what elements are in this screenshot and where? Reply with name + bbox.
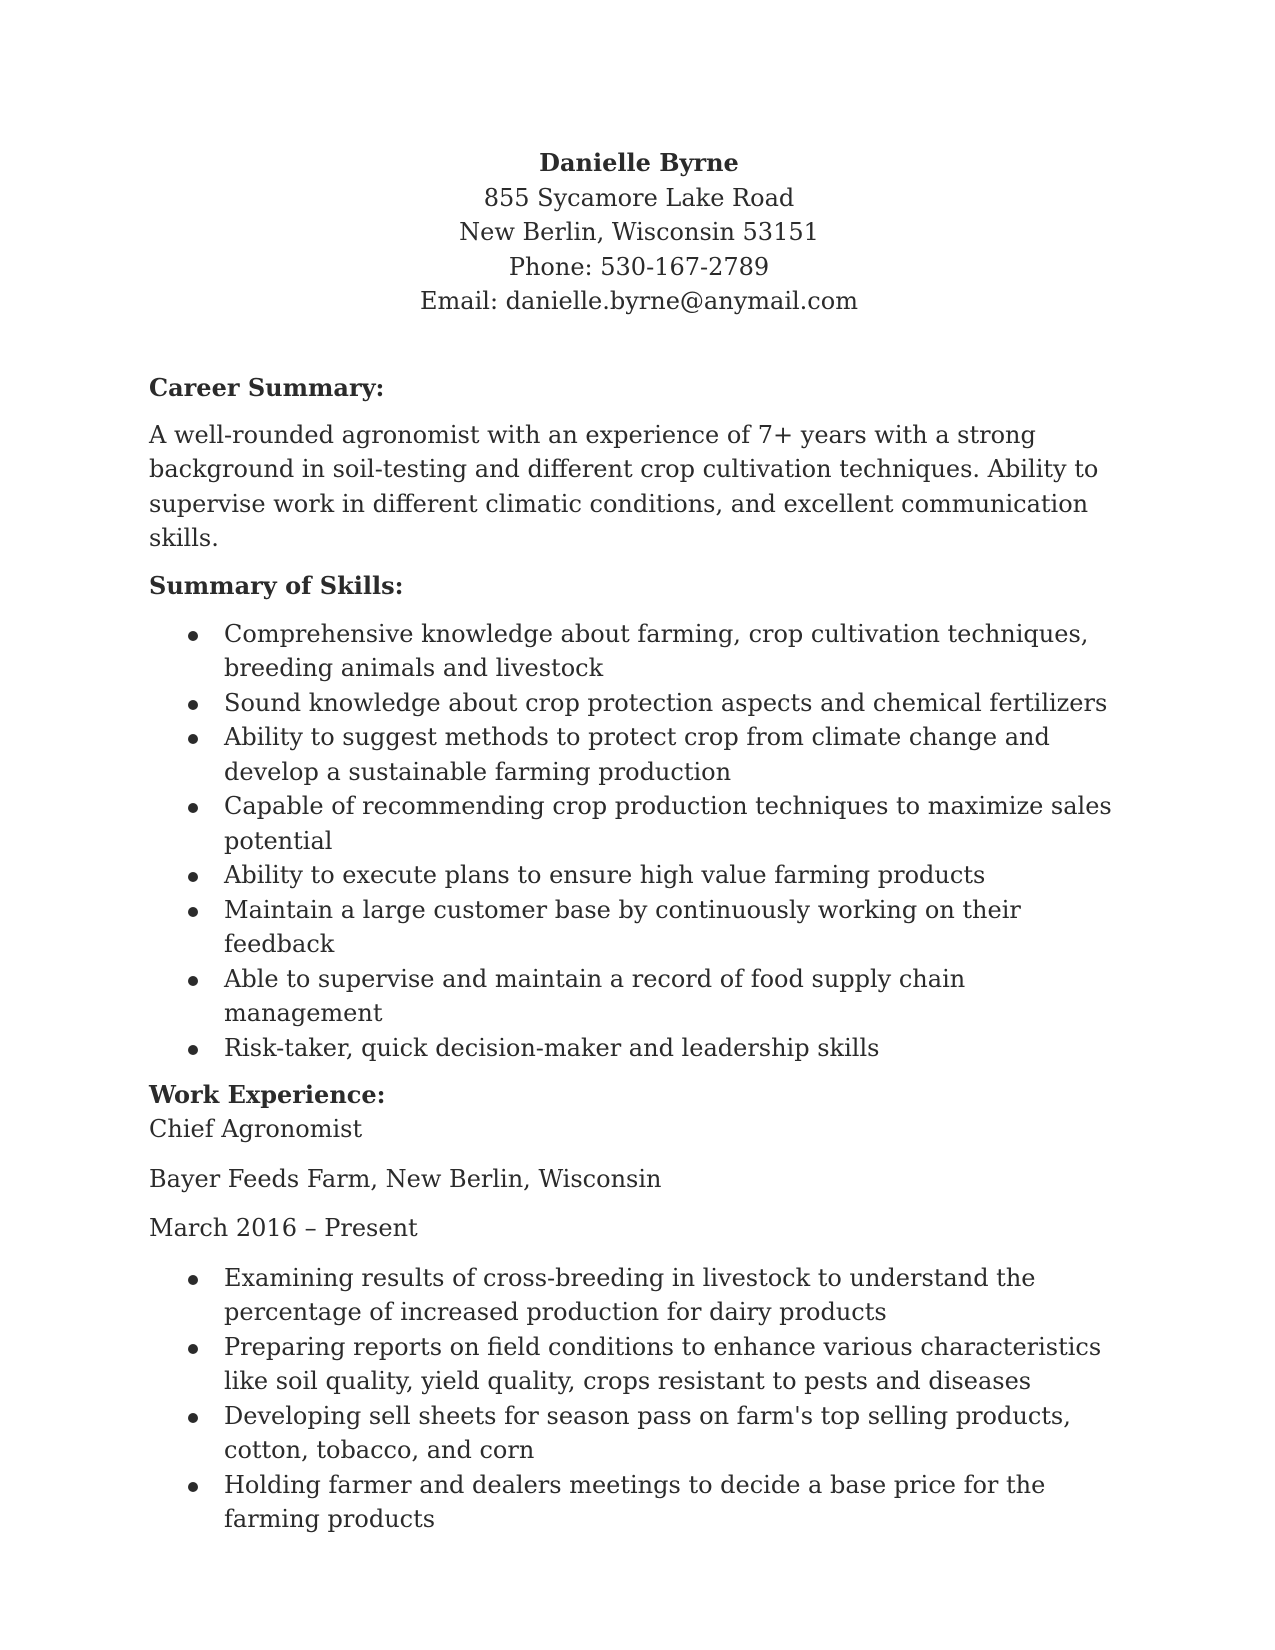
list-item	[149, 962, 1129, 1031]
list-item	[149, 720, 1129, 789]
list-item	[149, 1399, 1129, 1468]
list-item	[149, 789, 1129, 858]
bullet-icon	[188, 631, 198, 641]
list-item	[149, 686, 1129, 721]
skill-text: Ability to suggest methods to protect crop from climate change and develop a sustainable farming production	[224, 723, 1050, 786]
skill-text: Sound knowledge about crop protection aspects and chemical fertilizers	[224, 688, 1108, 717]
list-item	[149, 893, 1129, 962]
employment-dates: March 2016 – Present	[149, 1214, 418, 1242]
duty-text: Preparing reports on field conditions to enhance various characteristics like soil quality, yield quality, crops resistant to pests and diseases	[224, 1332, 1102, 1395]
skill-text: Maintain a large customer base by continuously working on their feedback	[224, 895, 1021, 958]
list-item	[149, 617, 1129, 686]
bullet-icon	[188, 872, 198, 882]
phone-number: Phone: 530-167-2789	[508, 252, 770, 281]
duty-text: Holding farmer and dealers meetings to decide a base price for the farming products	[224, 1470, 1046, 1533]
duty-text: Examining results of cross-breeding in livestock to understand the percentage of increased production for dairy products	[224, 1263, 1036, 1326]
bullet-icon	[188, 907, 198, 917]
email-address: Email: danielle.byrne@anymail.com	[420, 287, 858, 315]
applicant-name: Danielle Byrne	[539, 148, 739, 177]
bullet-icon	[188, 734, 198, 744]
company-name: Bayer Feeds Farm, New Berlin, Wisconsin	[149, 1164, 662, 1193]
list-item	[149, 858, 1129, 893]
address-line-1: 855 Sycamore Lake Road	[483, 183, 795, 212]
list-item	[149, 1330, 1129, 1399]
skill-text: Ability to execute plans to ensure high value farming products	[224, 861, 986, 889]
bullet-icon	[188, 1413, 198, 1423]
career-summary-heading: Career Summary:	[149, 372, 385, 402]
resume-page	[149, 146, 1129, 1537]
duties-list	[149, 1261, 1129, 1537]
bullet-icon	[188, 1045, 198, 1055]
skills-heading: Summary of Skills:	[149, 570, 404, 600]
contact-header	[149, 146, 1129, 319]
bullet-icon	[188, 700, 198, 710]
skill-text: Comprehensive knowledge about farming, crop cultivation techniques, breeding animals and livestock	[224, 619, 1089, 682]
bullet-icon	[188, 1482, 198, 1492]
job-title: Chief Agronomist	[149, 1115, 363, 1143]
skill-text: Able to supervise and maintain a record of food supply chain management	[224, 964, 966, 1027]
bullet-icon	[188, 1275, 198, 1285]
bullet-icon	[188, 1344, 198, 1354]
bullet-icon	[188, 976, 198, 986]
skills-list	[149, 617, 1129, 1066]
work-experience-heading: Work Experience:	[149, 1080, 386, 1109]
skill-text: Risk-taker, quick decision-maker and leadership skills	[224, 1033, 880, 1062]
career-summary-text: A well-rounded agronomist with an experience of 7+ years with a strong background in soil-testing and different crop cultivation techniques. Ability to supervise work in different climatic conditions, and excellent communication skills.	[149, 420, 1099, 552]
list-item	[149, 1468, 1129, 1537]
address-line-2: New Berlin, Wisconsin 53151	[459, 218, 819, 246]
list-item	[149, 1261, 1129, 1330]
list-item	[149, 1031, 1129, 1066]
duty-text: Developing sell sheets for season pass on farm's top selling products, cotton, tobacco, and corn	[224, 1401, 1071, 1464]
skill-text: Capable of recommending crop production techniques to maximize sales potential	[224, 792, 1112, 855]
bullet-icon	[188, 803, 198, 813]
